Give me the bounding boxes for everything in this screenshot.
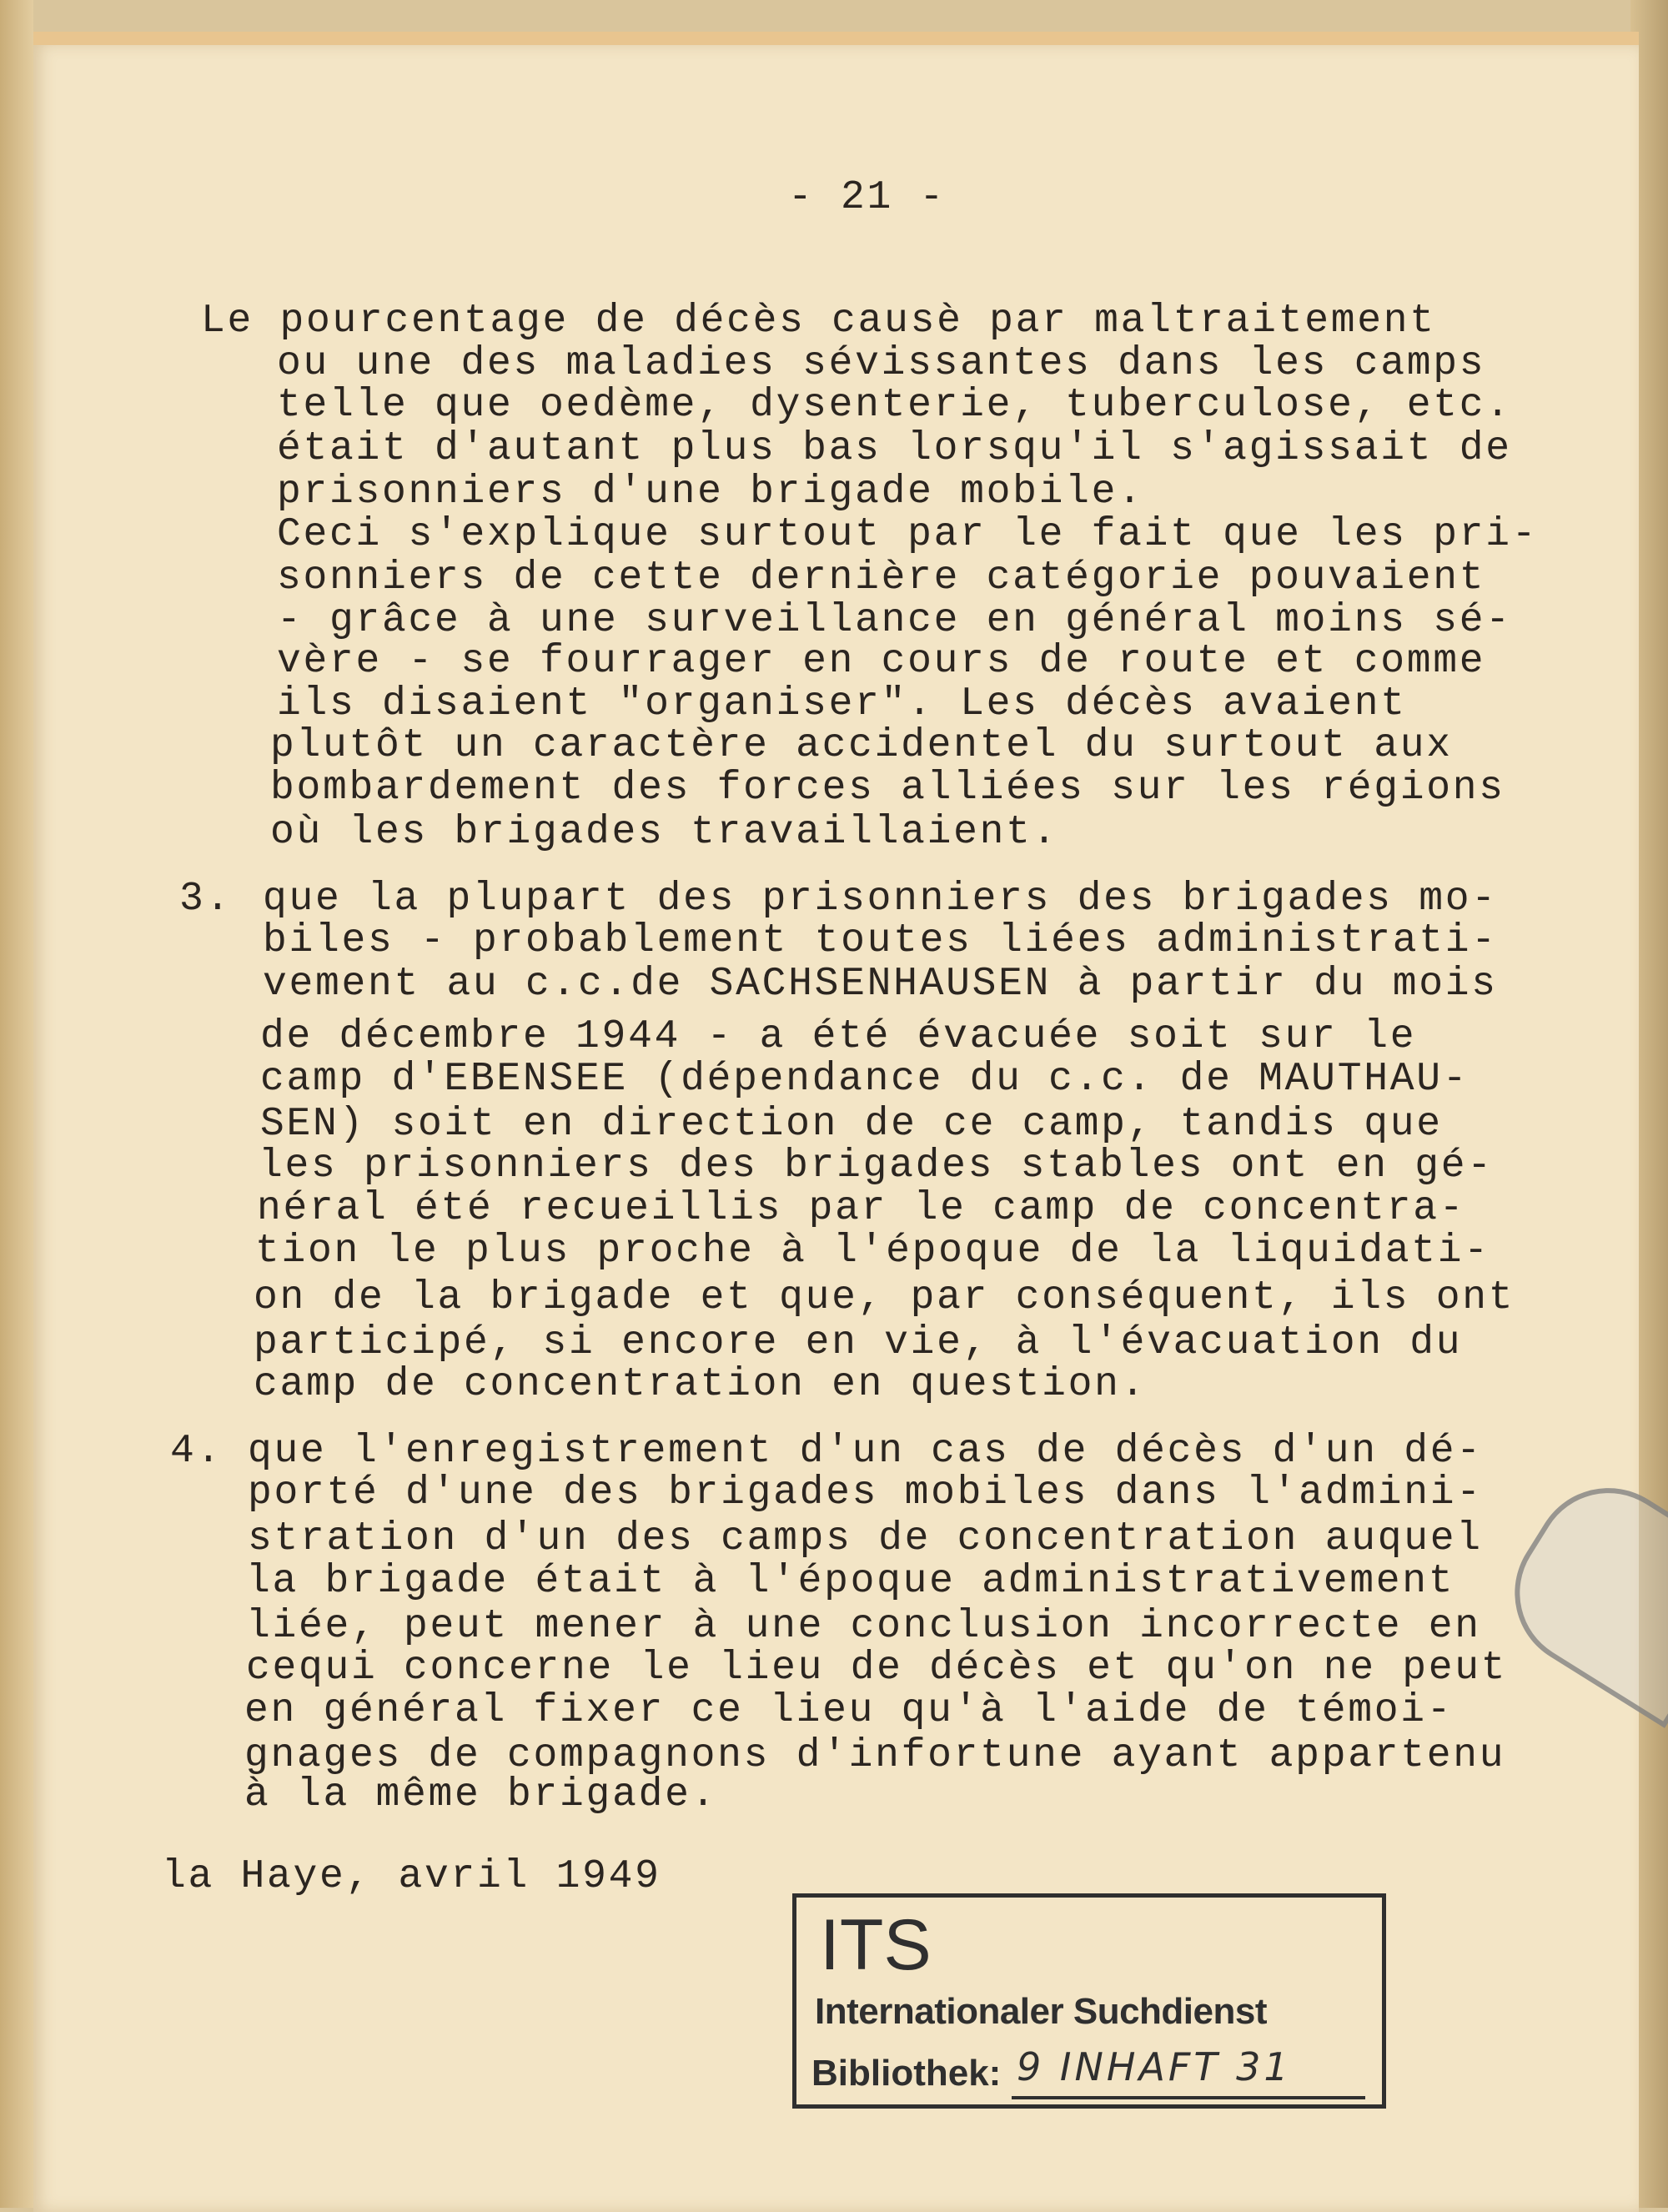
- stamp-title: ITS: [820, 1905, 932, 1985]
- item-3-line: vement au c.c.de SACHSENHAUSEN à partir du mois: [263, 962, 1498, 1007]
- paragraph-1-line: Le pourcentage de décès causè par maltraitement: [201, 299, 1436, 344]
- item-3-line: néral été recueillis par le camp de concentra-: [257, 1186, 1466, 1231]
- item-3-line: camp d'EBENSEE (dépendance du c.c. de MAUTHAU-: [260, 1057, 1470, 1102]
- item-3-line: on de la brigade et que, par conséquent, ils ont: [254, 1275, 1515, 1320]
- stamp-library-label: Bibliothek:: [811, 2053, 1002, 2094]
- paragraph-1-line: vère - se fourrager en cours de route et comme: [277, 639, 1486, 684]
- paragraph-1-line: prisonniers d'une brigade mobile.: [277, 470, 1144, 515]
- item-3-line: les prisonniers des brigades stables ont en gé-: [259, 1144, 1494, 1189]
- item-3-line: camp de concentration en question.: [254, 1362, 1148, 1407]
- paragraph-1-line: où les brigades travaillaient.: [270, 810, 1059, 855]
- stamp-underline: [1012, 2096, 1365, 2099]
- its-library-stamp: [792, 1893, 1386, 2109]
- item-4-line: stration d'un des camps de concentration auquel: [248, 1516, 1483, 1561]
- item-4-line: la brigade était à l'époque administrativement: [246, 1559, 1455, 1604]
- item-3-line: biles - probablement toutes liées administrati-: [263, 918, 1498, 963]
- page-number: - 21 -: [788, 175, 947, 220]
- stamp-organization: Internationaler Suchdienst: [815, 1991, 1267, 2032]
- item-3-line: SEN) soit en direction de ce camp, tandis que: [260, 1102, 1443, 1147]
- item-4-line: en général fixer ce lieu qu'à l'aide de témoi-: [244, 1688, 1454, 1733]
- item-number-4: 4.: [170, 1429, 224, 1474]
- paragraph-1-line: ou une des maladies sévissantes dans les camps: [277, 341, 1486, 386]
- paragraph-1-line: telle que oedème, dysenterie, tuberculose, etc.: [277, 383, 1512, 428]
- item-4-line: cequi concerne le lieu de décès et qu'on ne peut: [246, 1646, 1508, 1691]
- paragraph-1-line: était d'autant plus bas lorsqu'il s'agissait de: [277, 426, 1512, 471]
- paragraph-1-line: bombardement des forces alliées sur les régions: [270, 766, 1505, 811]
- stamp-shelf-mark: 9 INHAFT 31: [1017, 2044, 1292, 2089]
- paragraph-1-line: ils disaient "organiser". Les décès avaient: [277, 681, 1407, 726]
- item-3-line: que la plupart des prisonniers des brigades mo-: [263, 877, 1498, 922]
- page-top-edge: [33, 32, 1639, 45]
- paragraph-1-line: Ceci s'explique surtout par le fait que les pri-: [277, 512, 1539, 557]
- item-4-line: liée, peut mener à une conclusion incorrecte en: [246, 1604, 1481, 1649]
- item-4-line: gnages de compagnons d'infortune ayant appartenu: [244, 1733, 1506, 1778]
- paragraph-1-line: - grâce à une surveillance en général moins sé-: [277, 598, 1512, 643]
- item-3-line: tion le plus proche à l'époque de la liquidati-: [255, 1229, 1490, 1274]
- paragraph-1-line: sonniers de cette dernière catégorie pouvaient: [277, 556, 1486, 601]
- item-4-line: porté d'une des brigades mobiles dans l'admini-: [248, 1470, 1483, 1516]
- item-3-line: participé, si encore en vie, à l'évacuation du: [254, 1320, 1463, 1365]
- paragraph-1-line: plutôt un caractère accidentel du surtout aux: [270, 723, 1453, 768]
- page-binding-edge: [0, 0, 33, 2208]
- item-4-line: que l'enregistrement d'un cas de décès d'un dé-: [248, 1429, 1483, 1474]
- item-4-line: à la même brigade.: [244, 1772, 718, 1817]
- item-number-3: 3.: [179, 877, 233, 922]
- item-3-line: de décembre 1944 - a été évacuée soit sur le: [260, 1014, 1417, 1059]
- closing-place-date: la Haye, avril 1949: [162, 1854, 661, 1899]
